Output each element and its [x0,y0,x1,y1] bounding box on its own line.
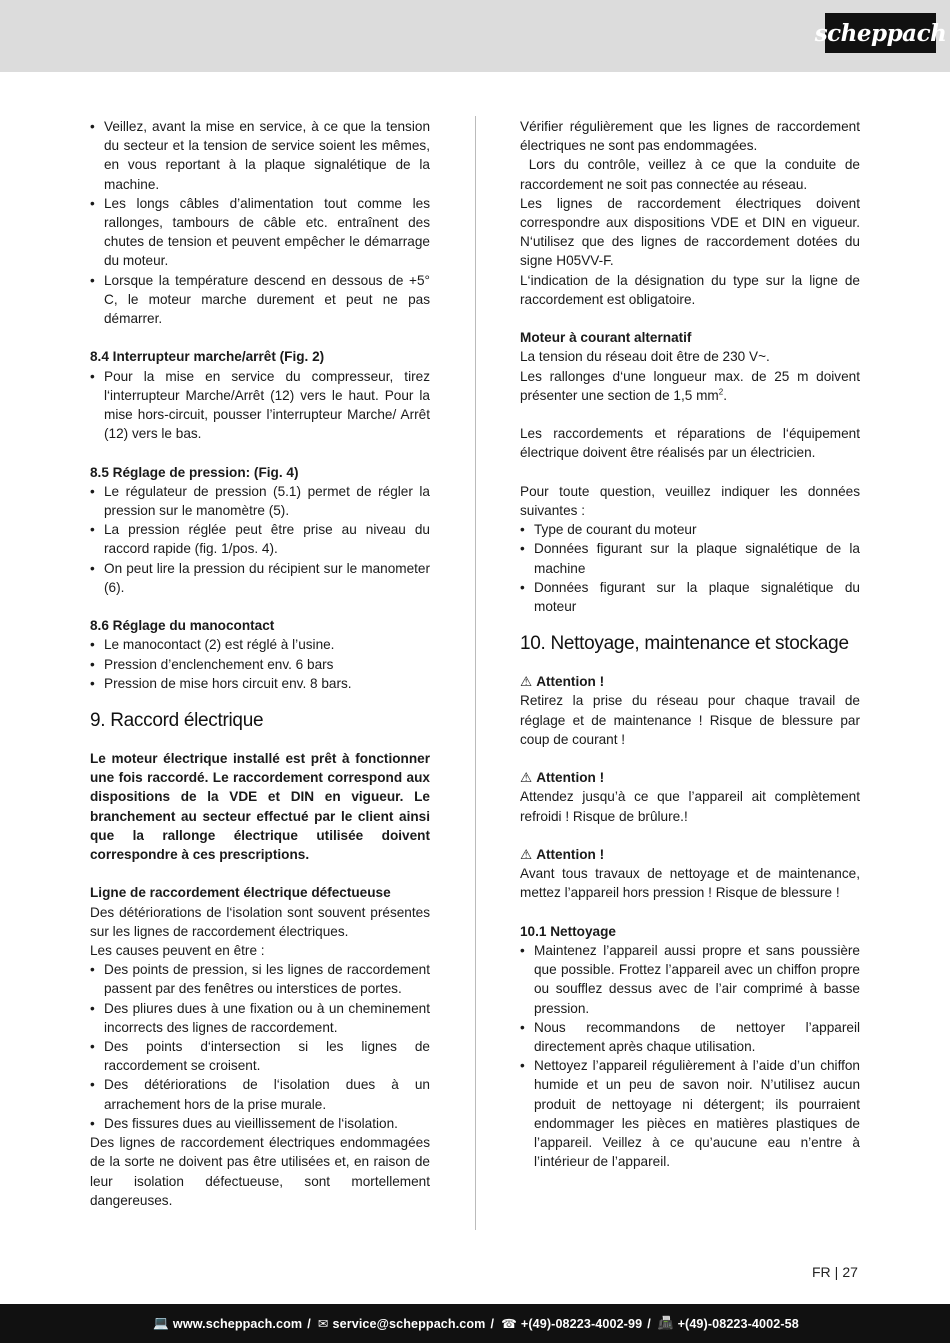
warning-triangle-icon: ⚠ [520,847,533,863]
superscript: 2 [718,387,724,397]
list-item: • Le régulateur de pression (5.1) permet de régler la pression sur le manomètre (5). [90,482,430,520]
section-8-5-title: 8.5 Réglage de pression: (Fig. 4) [90,464,299,480]
page-language: FR [812,1264,831,1280]
ac-motor-title: Moteur à courant alternatif [520,330,692,346]
section-8-5-list [90,482,430,597]
list-item: • Les longs câbles d’alimentation tout comme les rallonges, tambours de câble etc. entraînent des chutes de tension et peuvent empêcher le démarrage du moteur. [90,194,430,271]
section-8-4-list [90,367,430,444]
list-item: • La pression réglée peut être prise au niveau du raccord rapide (fig. 1/pos. 4). [90,520,430,558]
list-item: • Nettoyez l’appareil régulièrement à l’aide d’un chiffon humide et un peu de savon noir. N’utilisez aucun produit de nettoyage ni détergent; ils pourraient endommager les pièces en matières plastiques de l’appareil. Veillez à ce qu’aucune eau n’entre à l’intérieur de l’appareil. [520,1056,860,1171]
footer-phone: +(49)-08223-4002-99 [520,1316,643,1331]
list-item: • Le manocontact (2) est réglé à l’usine. [90,635,430,654]
attention-text: Retirez la prise du réseau pour chaque travail de réglage et de maintenance ! Risque de blessure par coup de courant ! [520,693,860,747]
defect-paragraph: Les causes peuvent en être : [90,943,265,959]
section-8-6-title: 8.6 Réglage du manocontact [90,618,275,634]
section-9-heading: 9. Raccord électrique [90,710,264,732]
right-column [520,117,864,1171]
list-item: • Nous recommandons de nettoyer l’appareil directement après chaque utilisation. [520,1018,860,1056]
header-bar [0,0,950,72]
defect-paragraph: Des détériorations de l‘isolation sont souvent présentes sur les lignes de raccordement électriques. [90,904,430,939]
list-item: • Des fissures dues au vieillissement de l‘isolation. [90,1114,430,1133]
list-item: • Lorsque la température descend en dessous de +5° C, le moteur marche durement et peut ne pas démarrer. [90,271,430,329]
defect-line-title: Ligne de raccordement électrique défectueuse [90,885,391,901]
list-item: • Pour la mise en service du compresseur, tirez l‘interrupteur Marche/Arrêt (12) vers le haut. Pour la mise hors-circuit, pousser l’interrupteur Marche/ Arrêt (12) vers le bas. [90,367,430,444]
list-item: • Données figurant sur la plaque signalétique de la machine [520,539,860,577]
list-item: • On peut lire la pression du récipient sur le manometer (6). [90,559,430,597]
defect-causes-list [90,960,430,1133]
text-fragment: . [723,387,727,403]
warning-triangle-icon: ⚠ [520,770,533,786]
repair-paragraph: Les raccordements et réparations de l‘équipement électrique doivent être réalisés par un électricien. [520,426,860,461]
list-item: • Données figurant sur la plaque signalétique du moteur [520,578,860,616]
attention-label: Attention ! [536,847,605,863]
warning-triangle-icon: ⚠ [520,674,533,690]
check-paragraph: Vérifier régulièrement que les lignes de raccordement électriques ne sont pas endommagées. [520,119,860,154]
scheppach-logo: scheppach [825,13,936,53]
attention-heading [520,845,860,864]
footer-separator: / [647,1316,651,1331]
page-number-value: 27 [842,1264,858,1280]
section-9-intro: Le moteur électrique installé est prêt à fonctionner une fois raccordé. Le raccordement correspond aux dispositions de la VDE et DIN en vigueur. Le branchement au secteur effectué par le client ainsi que la rallonge électrique utilisée doivent correspondre à ces prescriptions. [90,751,430,863]
list-item: • Des points d‘intersection si les lignes de raccordement se croisent. [90,1037,430,1075]
footer-separator: / [490,1316,495,1331]
list-item: • Maintenez l’appareil aussi propre et sans poussière que possible. Frottez l’appareil avec un chiffon propre ou soufflez dessus avec de l’air comprimé à basse pression. [520,941,860,1018]
check-paragraph: L‘indication de la désignation du type sur la ligne de raccordement est obligatoire. [520,272,860,307]
ac-motor-paragraph [520,367,860,405]
footer-bar [0,1304,950,1343]
cleaning-list [520,941,860,1171]
list-item: • Des points de pression, si les lignes de raccordement passent par des fenêtres ou interstices de portes. [90,960,430,998]
left-column [90,117,430,1210]
footer-email-link[interactable]: service@scheppach.com [332,1316,486,1331]
attention-text: Attendez jusqu’à ce que l’appareil ait complètement refroidi ! Risque de brûlure.! [520,789,860,824]
intro-bullet-list [90,117,430,328]
list-item: • Veillez, avant la mise en service, à ce que la tension du secteur et la tension de service soient les mêmes, en vous reportant à la plaque signalétique de la machine. [90,117,430,194]
defect-paragraph: Des lignes de raccordement électriques endommagées de la sorte ne doivent pas être utilisées et, en raison de leur isolation défectueuse, sont mortellement dangereuses. [90,1135,430,1208]
attention-heading [520,672,860,691]
section-10-1-title: 10.1 Nettoyage [520,923,616,939]
mail-icon: ✉ [317,1317,329,1331]
phone-icon: ☎ [501,1317,517,1331]
list-item: • Des pliures dues à une fixation ou à un cheminement incorrects des lignes de raccordement. [90,999,430,1037]
section-10-heading: 10. Nettoyage, maintenance et stockage [520,633,849,655]
attention-text: Avant tous travaux de nettoyage et de maintenance, mettez l’appareil hors pression ! Risque de blessure ! [520,866,860,901]
question-list [520,520,860,616]
footer-separator: / [307,1316,311,1331]
page-number: FR | 27 [812,1264,858,1280]
column-divider [475,116,476,1230]
computer-icon: 💻 [153,1316,169,1330]
check-paragraph: Les lignes de raccordement électriques doivent correspondre aux dispositions VDE et DIN en vigueur. N‘utilisez que des lignes de raccordement dotées du signe H05VV-F. [520,195,860,269]
attention-label: Attention ! [536,770,605,786]
attention-heading [520,768,860,787]
list-item: • Type de courant du moteur [520,520,860,539]
section-8-4-title: 8.4 Interrupteur marche/arrêt (Fig. 2) [90,349,325,365]
list-item: • Pression de mise hors circuit env. 8 bars. [90,674,430,693]
footer-website-link[interactable]: www.scheppach.com [172,1316,303,1331]
footer-fax: +(49)-08223-4002-58 [677,1316,799,1331]
list-item: • Pression d’enclenchement env. 6 bars [90,655,430,674]
attention-label: Attention ! [536,674,605,690]
fax-icon: 📠 [657,1316,674,1330]
check-paragraph: Lors du contrôle, veillez à ce que la conduite de raccordement ne soit pas connectée au réseau. [520,157,864,192]
text-fragment: Les rallonges d‘une longueur max. de 25 m doivent présenter une section de 1,5 mm [520,368,860,403]
ac-motor-paragraph: La tension du réseau doit être de 230 V~. [520,349,770,365]
list-item: • Des détériorations de l‘isolation dues à un arrachement hors de la prise murale. [90,1075,430,1113]
section-8-6-list [90,635,430,693]
question-paragraph: Pour toute question, veuillez indiquer les données suivantes : [520,483,860,519]
